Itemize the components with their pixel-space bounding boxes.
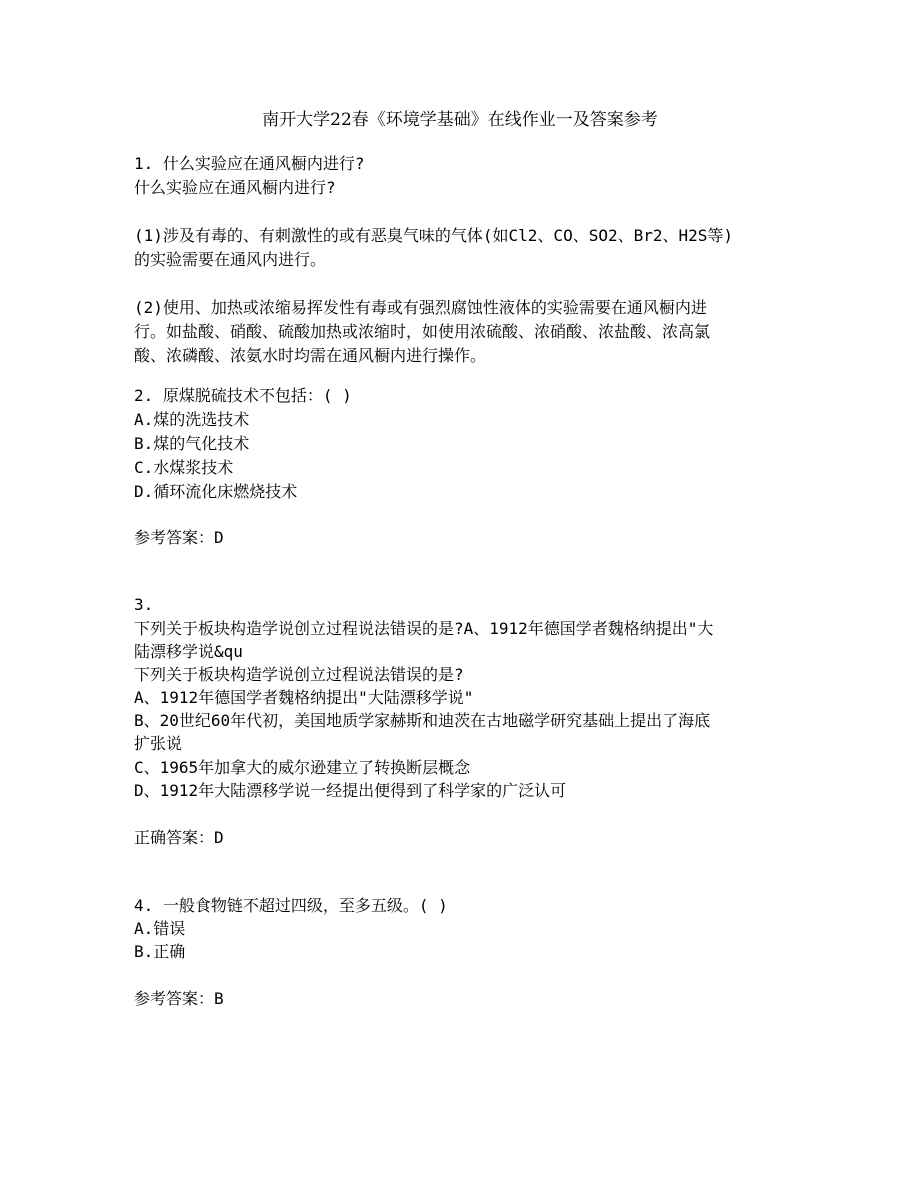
question-3-answer: 正确答案：D	[134, 828, 224, 847]
question-2-number: 2.	[134, 386, 154, 405]
question-1-answer-p2-line3: 酸、浓磷酸、浓氨水时均需在通风橱内进行操作。	[134, 346, 487, 365]
question-3-number: 3.	[134, 595, 154, 614]
question-3-option-b-line2: 扩张说	[134, 734, 183, 753]
question-3-stem-line1: 下列关于板块构造学说创立过程说法错误的是?A、1912年德国学者魏格纳提出"大	[134, 619, 714, 638]
question-4-option-a: A.错误	[134, 919, 186, 938]
question-4-option-b: B.正确	[134, 942, 186, 961]
question-3-stem-line2: 陆漂移学说&qu	[134, 642, 243, 661]
question-3-option-d: D、1912年大陆漂移学说一经提出便得到了科学家的广泛认可	[134, 781, 567, 800]
question-2-option-c: C.水煤浆技术	[134, 458, 234, 477]
question-4-number: 4.	[134, 896, 154, 915]
question-1-answer-p2-line2: 行。如盐酸、硝酸、硫酸加热或浓缩时，如使用浓硫酸、浓硝酸、浓盐酸、浓高氯	[134, 322, 711, 341]
question-2-answer: 参考答案：D	[134, 528, 224, 547]
question-2-heading	[134, 384, 794, 408]
question-4-stem: 一般食物链不超过四级，至多五级。( )	[162, 896, 448, 915]
question-1-heading	[134, 152, 794, 176]
question-3-option-a: A、1912年德国学者魏格纳提出"大陆漂移学说"	[134, 688, 474, 707]
question-2-option-a: A.煤的洗选技术	[134, 410, 250, 429]
question-4-answer: 参考答案：B	[134, 989, 224, 1008]
question-2-option-b: B.煤的气化技术	[134, 434, 250, 453]
question-1-answer-p1-line2: 的实验需要在通风内进行。	[134, 250, 327, 269]
question-1-number: 1.	[134, 154, 154, 173]
question-3-option-b-line1: B、20世纪60年代初，美国地质学家赫斯和迪茨在古地磁学研究基础上提出了海底	[134, 711, 711, 730]
question-3-stem-repeat: 下列关于板块构造学说创立过程说法错误的是?	[134, 665, 464, 684]
question-2-option-d: D.循环流化床燃烧技术	[134, 482, 298, 501]
question-4-heading	[134, 894, 794, 918]
question-1-answer-p2-line1: (2)使用、加热或浓缩易挥发性有毒或有强烈腐蚀性液体的实验需要在通风橱内进	[134, 298, 707, 317]
question-1-answer-p1-line1: (1)涉及有毒的、有刺激性的或有恶臭气味的气体(如Cl2、CO、SO2、Br2、H2S等)	[134, 226, 734, 245]
question-3-option-c: C、1965年加拿大的威尔逊建立了转换断层概念	[134, 758, 471, 777]
question-2-stem: 原煤脱硫技术不包括：( )	[162, 386, 352, 405]
document-title: 南开大学22春《环境学基础》在线作业一及答案参考	[262, 110, 658, 130]
question-1-stem: 什么实验应在通风橱内进行?	[162, 154, 365, 173]
question-1-stem-repeat: 什么实验应在通风橱内进行?	[134, 178, 336, 197]
